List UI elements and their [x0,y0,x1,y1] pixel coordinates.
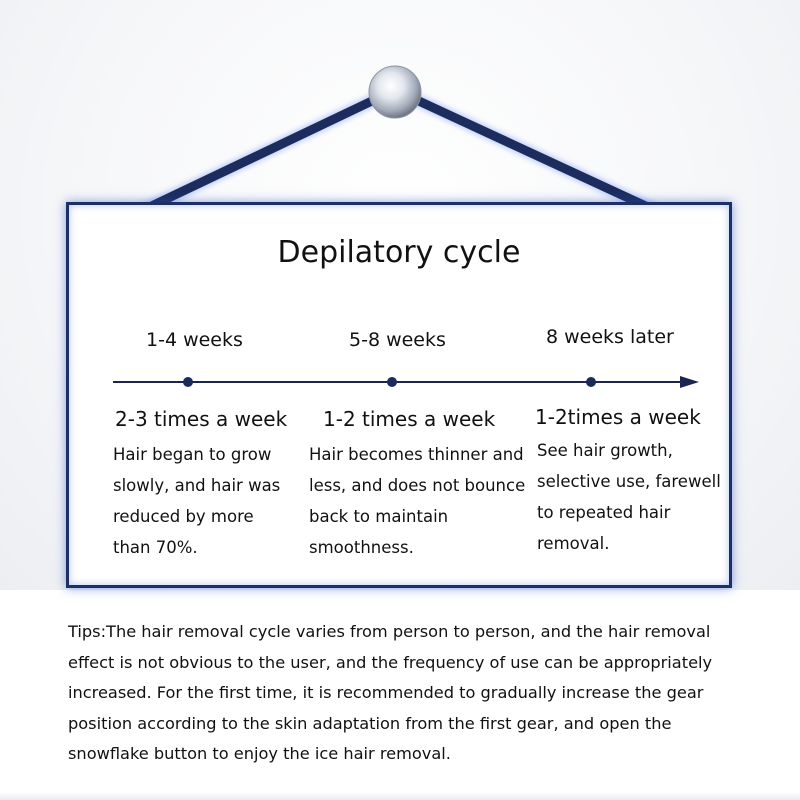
bottom-edge [0,792,800,800]
stage-1-description: Hair began to grow slowly, and hair was reduced by more than 70%. [113,445,281,557]
stage-3-description: See hair growth, selective use, farewell to repeated hair removal. [537,441,721,553]
stage-2-description: Hair becomes thinner and less, and does not bounce back to maintain smoothness. [309,445,526,557]
timeline-dot-3 [586,377,596,387]
stage-2-frequency: 1-2 times a week [323,407,496,431]
timeline-dot-1 [183,377,193,387]
stage-1-frequency: 2-3 times a week [115,407,288,431]
card-title: Depilatory cycle [277,235,521,270]
tips-text: Tips:The hair removal cycle varies from person to person, and the hair removal effect is not obvious to the user, and the frequency of use can be appropriately increased. For the first time, it is recommended to gradually increase the gear position according to the skin adaptation from the first gear, and open the snowflake button to enjoy the ice hair removal. [68,622,713,763]
stage-3-period: 8 weeks later [546,326,674,348]
stage-2-period: 5-8 weeks [349,329,446,351]
nail-graphic [0,0,800,140]
stage-3-frequency: 1-2times a week [535,405,701,429]
nail-icon [369,66,421,118]
timeline-arrow-icon [680,376,699,388]
timeline-dot-2 [387,377,397,387]
stage-1-period: 1-4 weeks [146,329,243,351]
cycle-card [66,202,732,588]
